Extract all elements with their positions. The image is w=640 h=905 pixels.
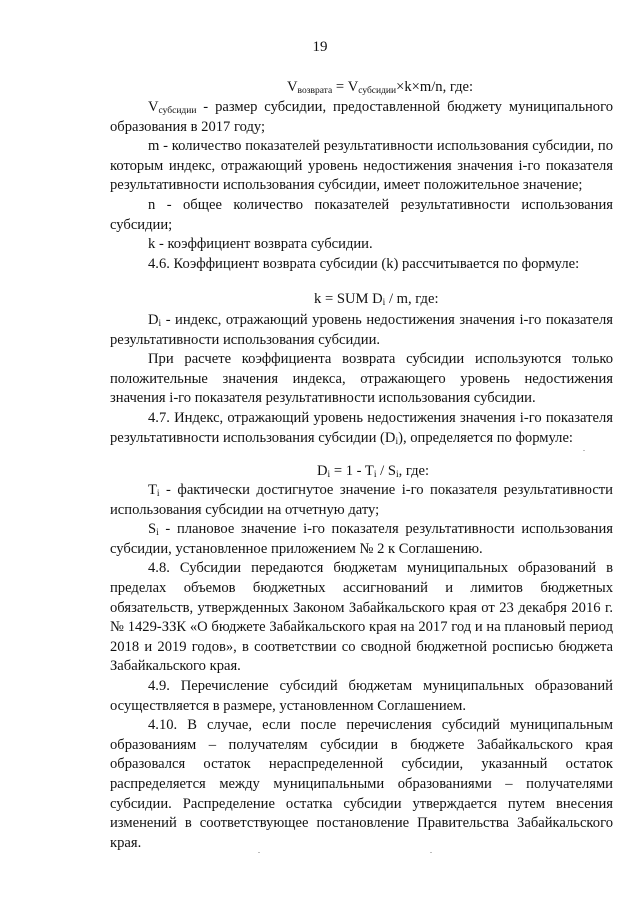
coefficient-definitions: [110, 311, 613, 448]
definition-d: $D_i$ - индекс, отражающий уровень недостижения значения i-го показателя результативности использования субсидии.: [110, 312, 613, 348]
paragraph-4-10: 4.10. В случае, если после перечисления субсидий муниципальным образованиям – получателям субсидии в бюджете Забайкальского края образовался остаток нераспределенной субсидии, указанный остаток распределяется между муниципальными образованиями – получателями субсидии. Распределение остатка субсидии утверждается путем внесения изменений в соответствующее постановление Правительства Забайкальского края.: [110, 717, 613, 851]
scan-speck: [430, 852, 432, 853]
paragraph-4-6: 4.6. Коэффициент возврата субсидии (k) рассчитывается по формуле:: [148, 255, 580, 272]
formula-index: $D_i = 1 - T_i / S_i$, где:: [317, 463, 430, 480]
formula-refund-volume: $V_{возврата} = V_{субсидии}\times k\times m/n$, где:: [287, 79, 474, 96]
scan-speck: [583, 450, 585, 451]
scan-speck: [258, 852, 260, 853]
index-definitions: [110, 481, 613, 853]
paragraph-4-7: 4.7. Индекс, отражающий уровень недостижения значения i-го показателя результативности использования субсидии $(D_i)$, определяется по формуле:: [110, 409, 613, 447]
page-number: 19: [312, 39, 328, 55]
paragraph-4-9: 4.9. Перечисление субсидий бюджетам муниципальных образований осуществляется в размере, установленном Соглашением.: [110, 677, 613, 714]
paragraph-4-8: 4.8. Субсидии передаются бюджетам муниципальных образований в пределах объемов бюджетных ассигнований и лимитов бюджетных обязательств, утвержденных Законом Забайкальского края от 23 декабря 2016 г. № 1429-ЗЗК «О бюджете Забайкальского края на 2017 год и на плановый период 2018 и 2019 годов», в соответствии со сводной бюджетной росписью бюджета Забайкальского края.: [110, 560, 613, 675]
paragraph-calculation: При расчете коэффициента возврата субсидии используются только положительные значения индекса, отражающего уровень недостижения значения i-го показателя результативности использования субсидии.: [110, 351, 613, 407]
definition-v: $V_{субсидии}$ - размер субсидии, предоставленной бюджету муниципального образования в 2017 году;: [110, 99, 613, 135]
definition-n: n - общее количество показателей результативности использования субсидии;: [110, 196, 613, 233]
definition-s: $S_i$ - плановое значение i-го показателя результативности использования субсидии, установленное приложением № 2 к Соглашению.: [110, 521, 613, 557]
definitions-block: [110, 98, 613, 274]
definition-m: m - количество показателей результативности использования субсидии, по которым индекс, отражающий уровень недостижения значения i-го показателя результативности использования субсидии, имеет положительное значение;: [110, 138, 613, 194]
formula-coefficient: k = SUM $D_i$ / m, где:: [314, 291, 439, 308]
definition-k: k - коэффициент возврата субсидии.: [148, 236, 373, 253]
definition-t: $T_i$ - фактически достигнутое значение i-го показателя результативности использования субсидии на отчетную дату;: [110, 482, 613, 518]
